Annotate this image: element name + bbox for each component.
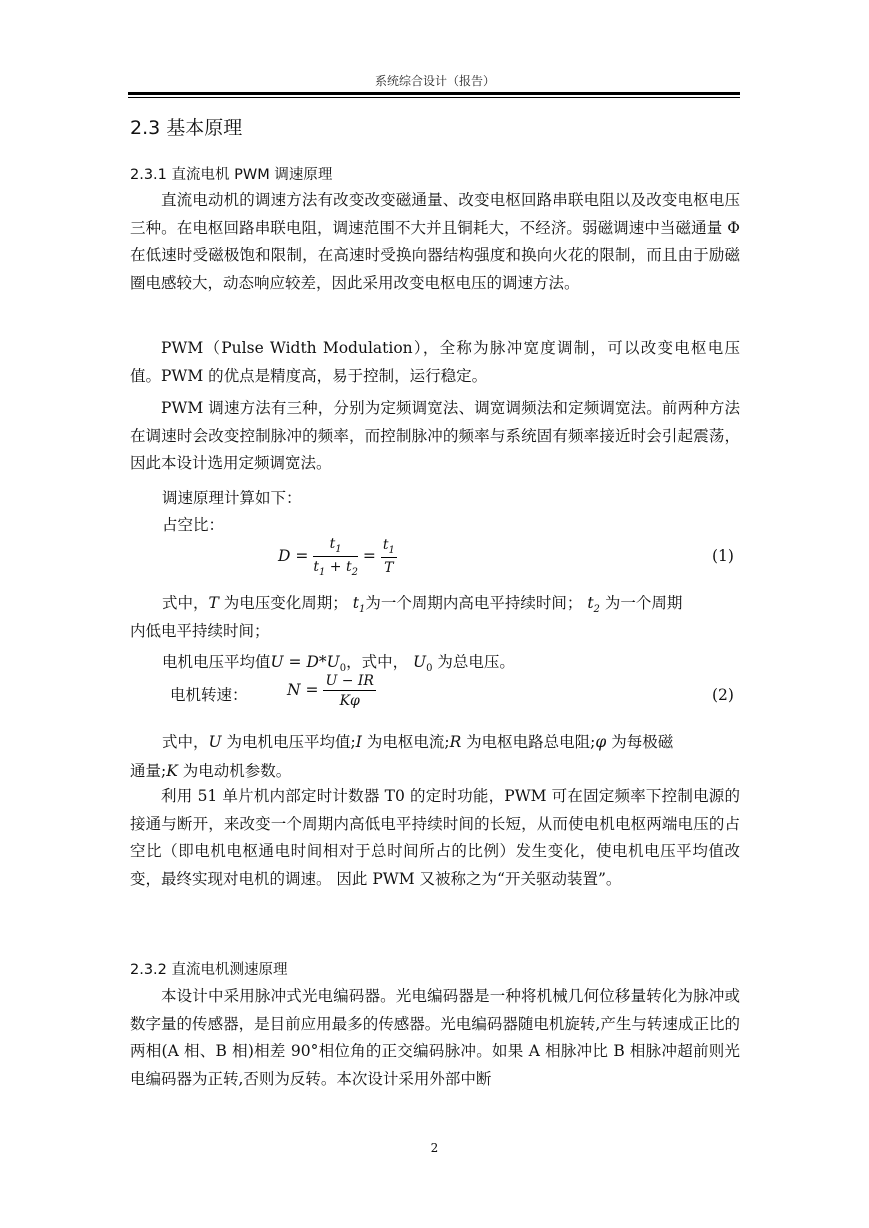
duty-cycle-label: 占空比： [162,516,225,534]
equation-duty-cycle: D = $\frac{t_1}{t_1 + t_2}$ = $\frac{t_1}{T}$ [278,536,395,578]
equation-motor-speed: N = $\frac{U - IR}{K\varphi}$ [287,673,374,709]
header-rule-thick [128,92,740,95]
subsection-heading-232: 2.3.2 直流电机测速原理 [130,962,288,978]
eq1-note-line2: 内低电平持续时间； [130,622,270,640]
equation-number-1: (1) [712,547,734,565]
paragraph-pwm-definition: PWM（Pulse Width Modulation），全称为脉冲宽度调制，可以改变电枢电压值。PWM 的优点是精度高，易于控制，运行稳定。 [130,339,740,385]
eq2-note-line1: 式中，U 为电机电压平均值;I 为电枢电流;R 为电枢电路总电阻;φ 为每极磁 [162,733,674,751]
paragraph-timer-pwm: 利用 51 单片机内部定时计数器 T0 的定时功能，PWM 可在固定频率下控制电源的接通与断开，来改变一个周期内高低电平持续时间的长短，从而使电机电枢两端电压的占空比（即电机电枢通电时间相对于总时间所占的比例）发生变化，使电机电压平均值改变，最终实现对电机的调速。 因此 PWM 又被称之为“开关驱动装置”。 [130,787,740,888]
motor-speed-label: 电机转速： [170,686,248,704]
paragraph-speed-methods: 直流电动机的调速方法有改变改变磁通量、改变电枢回路串联电阻以及改变电枢电压三种。在电枢回路串联电阻，调速范围不大并且铜耗大，不经济。弱磁调速中当磁通量 Φ 在低速时受磁极饱和限制，在高速时受换向器结构强度和换向火花的限制，而且由于励磁圈电感较大，动态响应较差，因此采用改变电枢电压的调速方法。 [130,191,740,292]
paragraph-pwm-methods: PWM 调速方法有三种，分别为定频调宽法、调宽调频法和定频调宽法。前两种方法在调速时会改变控制脉冲的频率，而控制脉冲的频率与系统固有频率接近时会引起震荡，因此本设计选用定频调宽法。 [130,399,740,473]
page-number: 2 [430,1141,439,1155]
running-header: 系统综合设计（报告） [374,74,495,88]
calc-intro: 调速原理计算如下： [162,489,302,507]
paragraph-encoder: 本设计中采用脉冲式光电编码器。光电编码器是一种将机械几何位移量转化为脉冲或数字量的传感器，是目前应用最多的传感器。光电编码器随电机旋转,产生与转速成正比的两相(A 相、B 相)相差 90°相位角的正交编码脉冲。如果 A 相脉冲比 B 相脉冲超前则光电编码器为正转,否则为反转。本次设计采用外部中断 [130,987,740,1088]
eq1-note-line1: 式中，T 为电压变化周期； $t_1$为一个周期内高电平持续时间； $t_2$ 为一个周期 [162,594,683,616]
header-rule-thin [128,97,740,98]
eq2-note-line2: 通量;K 为电动机参数。 [130,762,292,780]
section-heading: 2.3 基本原理 [130,117,243,139]
average-voltage-line: 电机电压平均值$U = D*U_0$，式中， $U_0$ 为总电压。 [162,653,515,675]
subsection-heading-231: 2.3.1 直流电机 PWM 调速原理 [130,167,333,183]
equation-number-2: (2) [712,686,734,704]
